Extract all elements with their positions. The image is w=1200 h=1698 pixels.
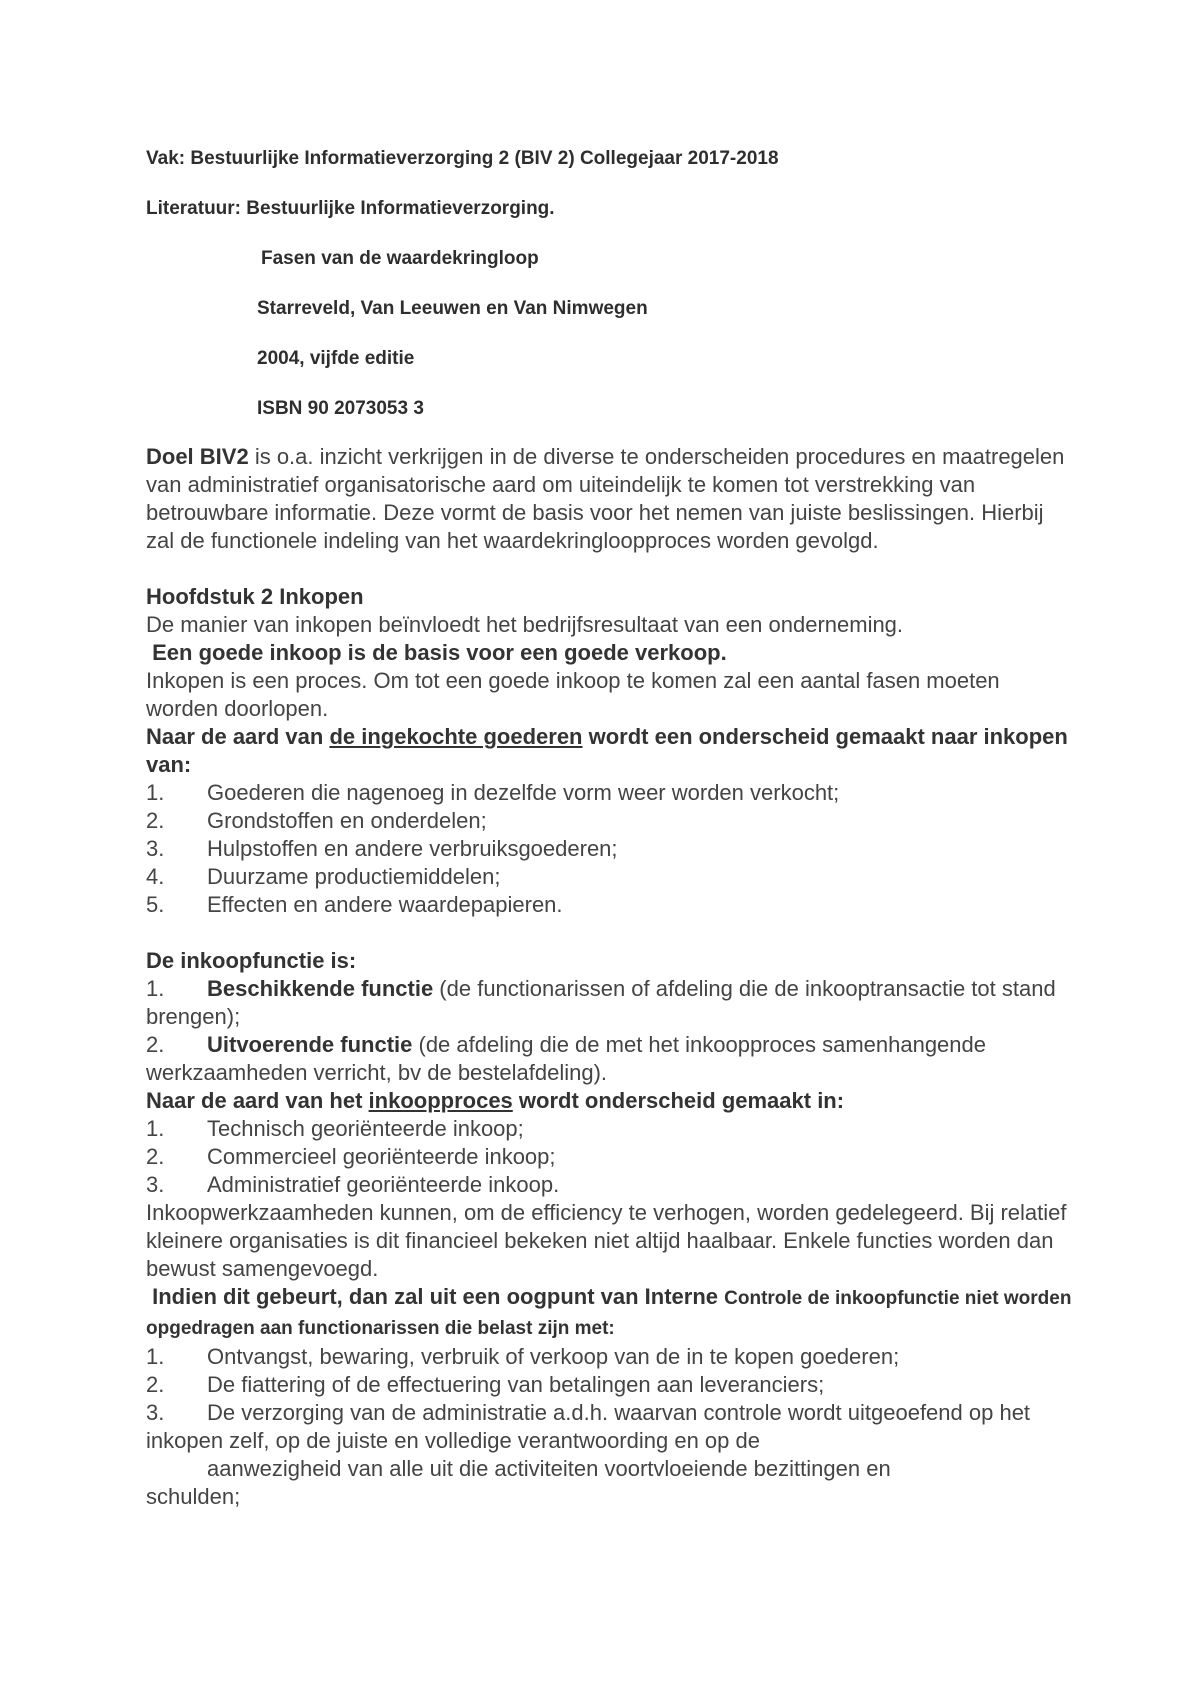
list-item: 1. Goederen die nagenoeg in dezelfde vorm weer worden verkocht; bbox=[146, 780, 840, 805]
book-authors: Starreveld, Van Leeuwen en Van Nimwegen bbox=[257, 298, 648, 319]
chapter-paragraph-3: Inkopen is een proces. Om tot een goede inkoop te komen zal een aantal fasen moeten worden doorlopen. bbox=[146, 668, 1000, 721]
chapter-paragraph-2: Een goede inkoop is de basis voor een goede verkoop. bbox=[146, 640, 727, 665]
list-item: 4. Duurzame productiemiddelen; bbox=[146, 864, 501, 889]
book-subtitle: Fasen van de waardekringloop bbox=[261, 248, 539, 269]
list-item: 2. De fiattering of de effectuering van betalingen aan leveranciers; bbox=[146, 1372, 825, 1397]
literature-label: Literatuur: Bestuurlijke Informatieverzorging. bbox=[146, 198, 555, 219]
course-title: Vak: Bestuurlijke Informatieverzorging 2 (BIV 2) Collegejaar 2017-2018 bbox=[146, 148, 779, 169]
chapter-title: Hoofdstuk 2 Inkopen bbox=[146, 584, 364, 609]
list-item: 1. Ontvangst, bewaring, verbruik of verkoop van de in te kopen goederen; bbox=[146, 1344, 900, 1369]
control-item-3: 3. De verzorging van de administratie a.d.h. waarvan controle wordt uitgeoefend op het inkopen zelf, op de juiste en volledige verantwoording en op de bbox=[146, 1400, 1031, 1453]
delegation-paragraph: Inkoopwerkzaamheden kunnen, om de efficiency te verhogen, worden gedelegeerd. Bij relatief kleinere organisaties is dit financieel bekeken niet altijd haalbaar. Enkele functies worden dan bewust samengevoegd. bbox=[146, 1200, 1067, 1281]
list-item: 2. Commercieel georiënteerde inkoop; bbox=[146, 1144, 556, 1169]
list-item: 2. Grondstoffen en onderdelen; bbox=[146, 808, 487, 833]
intro-lead: Doel BIV2 bbox=[146, 444, 249, 469]
intro-paragraph bbox=[146, 443, 1076, 555]
function-heading: De inkoopfunctie is: bbox=[146, 948, 357, 973]
control-item-3-continued: aanwezigheid van alle uit die activiteiten voortvloeiende bezittingen en bbox=[207, 1456, 891, 1481]
list-item: 1. Technisch georiënteerde inkoop; bbox=[146, 1116, 524, 1141]
book-isbn: ISBN 90 2073053 3 bbox=[257, 398, 424, 419]
goods-heading: Naar de aard van de ingekochte goederen wordt een onderscheid gemaakt naar inkopen van: bbox=[146, 724, 1068, 777]
function-item: 1. Beschikkende functie (de functionarissen of afdeling die de inkooptransactie tot stand brengen); bbox=[146, 976, 1056, 1029]
control-list bbox=[146, 1343, 1076, 1399]
intro-text: is o.a. inzicht verkrijgen in de diverse te onderscheiden procedures en maatregelen van administratief organisatorische aard om uiteindelijk te komen tot verstrekking van betrouwbare informatie. Deze vormt de basis voor het nemen van juiste beslissingen. Hierbij zal de functionele indeling van het waardekringloopproces worden gevolgd. bbox=[146, 444, 1065, 553]
list-item: 5. Effecten en andere waardepapieren. bbox=[146, 892, 563, 917]
process-heading: Naar de aard van het inkoopproces wordt onderscheid gemaakt in: bbox=[146, 1088, 845, 1113]
control-item-3-end: schulden; bbox=[146, 1484, 241, 1509]
goods-list bbox=[146, 779, 1076, 919]
chapter-paragraph-1: De manier van inkopen beïnvloedt het bedrijfsresultaat van een onderneming. bbox=[146, 612, 904, 637]
book-edition: 2004, vijfde editie bbox=[257, 348, 415, 369]
list-item: 3. Administratief georiënteerde inkoop. bbox=[146, 1172, 560, 1197]
document-body bbox=[146, 443, 1076, 1511]
control-heading: Indien dit gebeurt, dan zal uit een oogpunt van Interne Controle de inkoopfunctie niet worden opgedragen aan functionarissen die belast zijn met: bbox=[146, 1284, 1072, 1339]
function-item: 2. Uitvoerende functie (de afdeling die de met het inkoopproces samenhangende werkzaamheden verricht, bv de bestelafdeling). bbox=[146, 1032, 986, 1085]
list-item: 3. Hulpstoffen en andere verbruiksgoederen; bbox=[146, 836, 618, 861]
process-list bbox=[146, 1115, 1076, 1199]
